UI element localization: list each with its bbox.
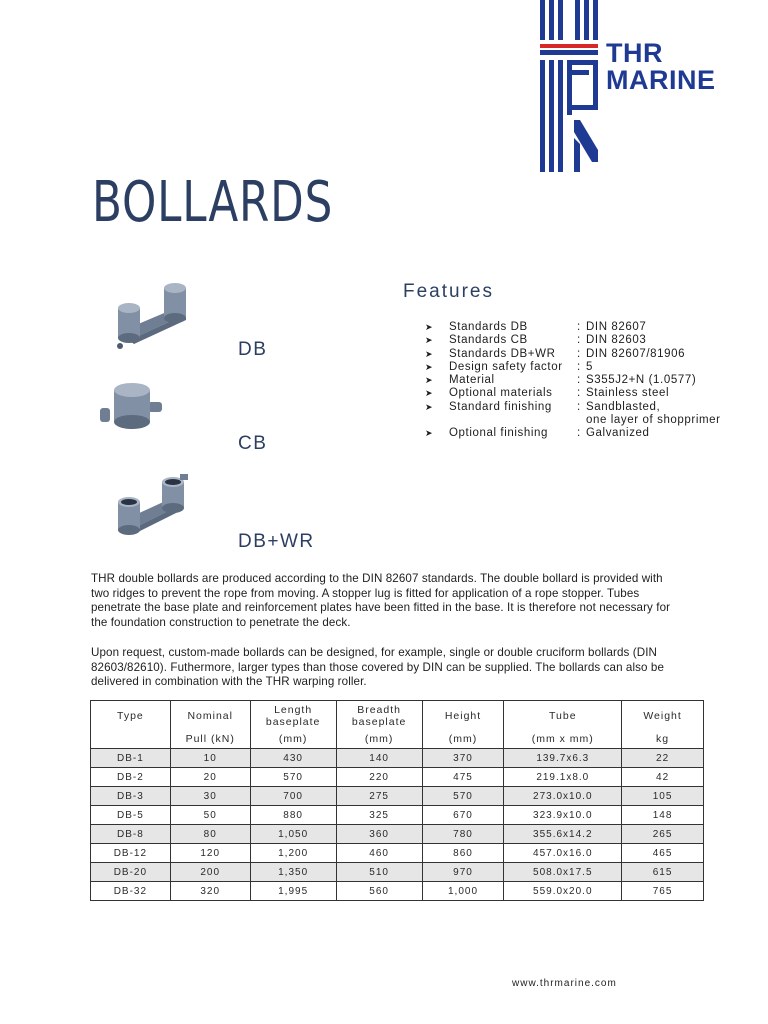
- feature-item: ➤ Design safety factor : 5: [425, 361, 746, 374]
- table-cell: 148: [622, 806, 704, 825]
- table-cell: 200: [170, 863, 250, 882]
- table-row: [91, 863, 704, 882]
- table-row: [91, 749, 704, 768]
- feature-item: ➤ Standards DB+WR : DIN 82607/81906: [425, 348, 746, 361]
- arrow-bullet-icon: ➤: [425, 388, 434, 399]
- column-header: Tube: [504, 701, 622, 731]
- feature-key: Material: [449, 374, 495, 387]
- table-cell: DB-32: [91, 882, 171, 901]
- column-header: Weight: [622, 701, 704, 731]
- table-cell: 139.7x6.3: [504, 749, 622, 768]
- table-cell: 1,995: [250, 882, 336, 901]
- table-row: [91, 806, 704, 825]
- table-cell: 355.6x14.2: [504, 825, 622, 844]
- table-cell: 615: [622, 863, 704, 882]
- table-cell: 220: [336, 768, 422, 787]
- website-url: www.thrmarine.com: [512, 978, 617, 989]
- table-row: [91, 882, 704, 901]
- feature-item: ➤ Material : S355J2+N (1.0577): [425, 374, 746, 387]
- table-cell: 50: [170, 806, 250, 825]
- table-cell: 880: [250, 806, 336, 825]
- table-cell: 670: [422, 806, 504, 825]
- table-cell: DB-8: [91, 825, 171, 844]
- page-title: BOLLARDS: [92, 170, 334, 235]
- feature-item-continuation: [425, 414, 746, 427]
- arrow-bullet-icon: ➤: [425, 335, 434, 346]
- table-cell: 1,000: [422, 882, 504, 901]
- db-bollard-image: [106, 278, 202, 358]
- table-cell: 323.9x10.0: [504, 806, 622, 825]
- unit-header: (mm): [250, 730, 336, 749]
- feature-value: Stainless steel: [586, 387, 670, 400]
- table-cell: 765: [622, 882, 704, 901]
- table-cell: 508.0x17.5: [504, 863, 622, 882]
- brand-line-1: THR: [606, 38, 663, 68]
- column-header: Nominal: [170, 701, 250, 731]
- feature-value: Galvanized: [586, 427, 650, 440]
- table-cell: 970: [422, 863, 504, 882]
- description-paragraph: THR double bollards are produced according to the DIN 82607 standards. The double bollard is provided with two ridges to prevent the rope from moving. A stopper lug is fitted for application of a rope stopper. Tubes penetrate the base plate and reinforcement plates have been fitted in the base. It is therefore not necessary for the foundation construction to penetrate the deck.: [91, 572, 671, 629]
- feature-value: DIN 82607: [586, 321, 647, 333]
- table-row: [91, 825, 704, 844]
- table-cell: 1,350: [250, 863, 336, 882]
- table-cell: 10: [170, 749, 250, 768]
- table-cell: 273.0x10.0: [504, 787, 622, 806]
- feature-value: DIN 82603: [586, 334, 647, 347]
- table-row: [91, 844, 704, 863]
- arrow-bullet-icon: ➤: [425, 361, 434, 372]
- unit-header: [91, 730, 171, 749]
- feature-item: ➤ Optional finishing : Galvanized: [425, 427, 746, 440]
- table-body: [91, 749, 704, 901]
- unit-header: kg: [622, 730, 704, 749]
- brand-wordmark: [606, 40, 716, 94]
- table-cell: 275: [336, 787, 422, 806]
- table-cell: 320: [170, 882, 250, 901]
- table-units-row: [91, 730, 704, 749]
- table-cell: 30: [170, 787, 250, 806]
- feature-item: ➤ Standards CB : DIN 82603: [425, 334, 746, 347]
- feature-key: Standards DB: [449, 321, 528, 333]
- db-wr-bollard-image: [110, 470, 200, 546]
- table-header-row: [91, 701, 704, 731]
- feature-key: Optional finishing: [449, 427, 549, 440]
- table-cell: 20: [170, 768, 250, 787]
- table-cell: DB-1: [91, 749, 171, 768]
- table-cell: 140: [336, 749, 422, 768]
- product-label-cb: CB: [238, 433, 268, 454]
- specification-table: [90, 700, 704, 901]
- product-label-db: DB: [238, 339, 268, 360]
- unit-header: (mm): [336, 730, 422, 749]
- cb-bollard-image: [100, 378, 170, 438]
- table-cell: DB-5: [91, 806, 171, 825]
- table-cell: 780: [422, 825, 504, 844]
- table-cell: 560: [336, 882, 422, 901]
- unit-header: (mm x mm): [504, 730, 622, 749]
- arrow-bullet-icon: ➤: [425, 428, 434, 439]
- feature-value: S355J2+N (1.0577): [586, 374, 697, 387]
- column-header: Type: [91, 701, 171, 731]
- product-label-db-wr: DB+WR: [238, 531, 315, 552]
- features-list: [425, 321, 746, 441]
- table-cell: 457.0x16.0: [504, 844, 622, 863]
- features-title: Features: [403, 281, 494, 302]
- table-cell: 80: [170, 825, 250, 844]
- table-cell: 22: [622, 749, 704, 768]
- arrow-bullet-icon: ➤: [425, 375, 434, 386]
- feature-item: ➤ Standard finishing : Sandblasted,: [425, 401, 746, 414]
- arrow-bullet-icon: ➤: [425, 401, 434, 412]
- table-cell: 465: [622, 844, 704, 863]
- table-cell: DB-20: [91, 863, 171, 882]
- table-cell: 475: [422, 768, 504, 787]
- feature-key: Standard finishing: [449, 400, 552, 413]
- table-cell: 430: [250, 749, 336, 768]
- table-cell: 559.0x20.0: [504, 882, 622, 901]
- table-cell: 360: [336, 825, 422, 844]
- arrow-bullet-icon: ➤: [425, 322, 434, 332]
- table-row: [91, 768, 704, 787]
- table-cell: 1,200: [250, 844, 336, 863]
- table-cell: 120: [170, 844, 250, 863]
- table-cell: 570: [250, 768, 336, 787]
- brand-line-2: MARINE: [606, 65, 716, 95]
- table-cell: 1,050: [250, 825, 336, 844]
- feature-item: ➤ Standards DB : DIN 82607: [425, 321, 746, 334]
- feature-value: DIN 82607/81906: [586, 347, 686, 360]
- table-cell: 105: [622, 787, 704, 806]
- feature-value: Sandblasted,: [586, 400, 661, 413]
- feature-key: Standards CB: [449, 334, 528, 347]
- table-cell: 219.1x8.0: [504, 768, 622, 787]
- table-cell: 510: [336, 863, 422, 882]
- table-cell: 460: [336, 844, 422, 863]
- feature-item: ➤ Optional materials : Stainless steel: [425, 387, 746, 400]
- feature-value: one layer of shopprimer: [586, 414, 721, 427]
- table-row: [91, 787, 704, 806]
- thr-marine-logo-mark: [538, 0, 600, 172]
- table-cell: 860: [422, 844, 504, 863]
- table-cell: 370: [422, 749, 504, 768]
- column-header: Height: [422, 701, 504, 731]
- table-cell: DB-12: [91, 844, 171, 863]
- table-cell: 325: [336, 806, 422, 825]
- feature-value: 5: [586, 360, 593, 373]
- unit-header: (mm): [422, 730, 504, 749]
- table-cell: 700: [250, 787, 336, 806]
- description-paragraph: Upon request, custom-made bollards can be designed, for example, single or double cruciform bollards (DIN 82603/82610). Futhermore, larger types than those covered by DIN can be supplied. The bollards can also be delivered in combination with the THR warping roller.: [91, 646, 665, 689]
- feature-key: Design safety factor: [449, 360, 563, 373]
- arrow-bullet-icon: ➤: [425, 348, 434, 359]
- feature-key: Optional materials: [449, 387, 553, 400]
- feature-key: Standards DB+WR: [449, 347, 556, 360]
- table-cell: 265: [622, 825, 704, 844]
- table-cell: 570: [422, 787, 504, 806]
- unit-header: Pull (kN): [170, 730, 250, 749]
- table-cell: DB-2: [91, 768, 171, 787]
- column-header: Length baseplate: [250, 701, 336, 731]
- column-header: Breadth baseplate: [336, 701, 422, 731]
- table-cell: DB-3: [91, 787, 171, 806]
- table-cell: 42: [622, 768, 704, 787]
